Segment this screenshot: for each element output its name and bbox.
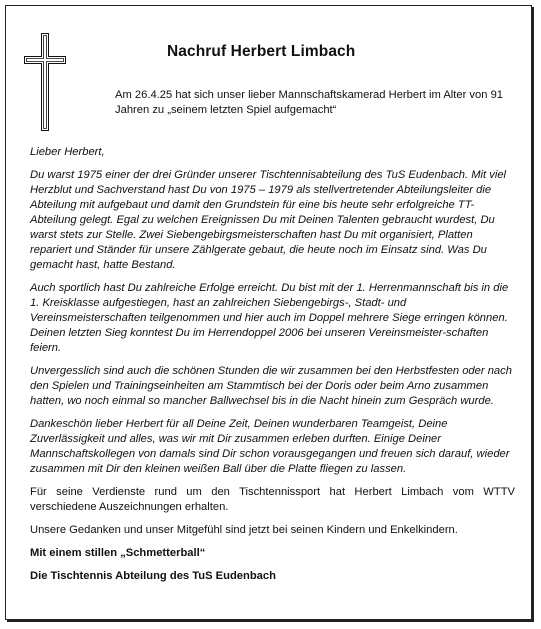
page-title: Nachruf Herbert Limbach <box>167 43 356 60</box>
paragraph-memories: Unvergesslich sind auch die schönen Stunden die wir zusammen bei den Herbstfesten oder nach den Spielen und Trainingseinheiten am Stammtisch bei der Doris oder beim Arno zusammen hatten, wo noch einmal so mancher Ballwechsel bis in die Nacht hinein zum Gespräch wurde. <box>30 365 512 407</box>
obituary-body <box>30 145 515 592</box>
salutation: Lieber Herbert, <box>30 146 105 158</box>
paragraph-thanks: Dankeschön lieber Herbert für all Deine Zeit, Deinen wunderbaren Teamgeist, Deine Zuverlässigkeit und alles, was wir mit Dir zusammen erleben durften. Einige Deiner Mannschaftskollegen von damals sind Dir schon vorausgegangen und freuen sich darauf, wieder zusammen mit Dir den kleinen weißen Ball über die Platte fliegen zu lassen. <box>30 418 510 475</box>
signoff-line-2: Die Tischtennis Abteilung des TuS Eudenbach <box>30 570 276 582</box>
cross-icon <box>24 33 66 131</box>
intro-text: Am 26.4.25 hat sich unser lieber Mannschaftskamerad Herbert im Alter von 91 Jahren zu „seinem letzten Spiel aufgemacht“ <box>115 89 504 116</box>
signoff-line-1: Mit einem stillen „Schmetterball“ <box>30 547 206 559</box>
paragraph-founder: Du warst 1975 einer der drei Gründer unserer Tischtennisabteilung des TuS Eudenbach. Mit viel Herzblut und Sachverstand hast Du von 1975 – 1979 als stellvertretender Abteilungsleiter die Abteilung mit aufgebaut und damit den Grundstein für eine bis heute sehr erfolgreiche TT-Abteilung gelegt. Egal zu welchen Ereignissen Du mit Deinen Talenten gebraucht wurdest, Du warst stets zur Stelle. Zwei Siebengebirgsmeisterschaften hast Du mit organisiert, Platten repariert und Ständer für unsere Zählgerate gebaut, die heute noch im Einsatz sind. Was Du gemacht hast, hatte Bestand. <box>30 169 507 271</box>
paragraph-condolence: Unsere Gedanken und unser Mitgefühl sind jetzt bei seinen Kindern und Enkelkindern. <box>30 524 458 536</box>
paragraph-merits: Für seine Verdienste rund um den Tischtennissport hat Herbert Limbach vom WTTV verschiedene Auszeichnungen erhalten. <box>30 486 515 513</box>
paragraph-sport: Auch sportlich hast Du zahlreiche Erfolge erreicht. Du bist mit der 1. Herrenmannschaft bis in die 1. Kreisklasse aufgestiegen, hast an zahlreichen Siebengebirgs-, Stadt- und Vereinsmeisterschaften teilgenommen und hier auch im Doppel mehrere Siege erringen können. Deinen letzten Sieg konntest Du im Herrendoppel 2006 bei unseren Vereinsmeister-schaften feiern. <box>30 282 509 354</box>
